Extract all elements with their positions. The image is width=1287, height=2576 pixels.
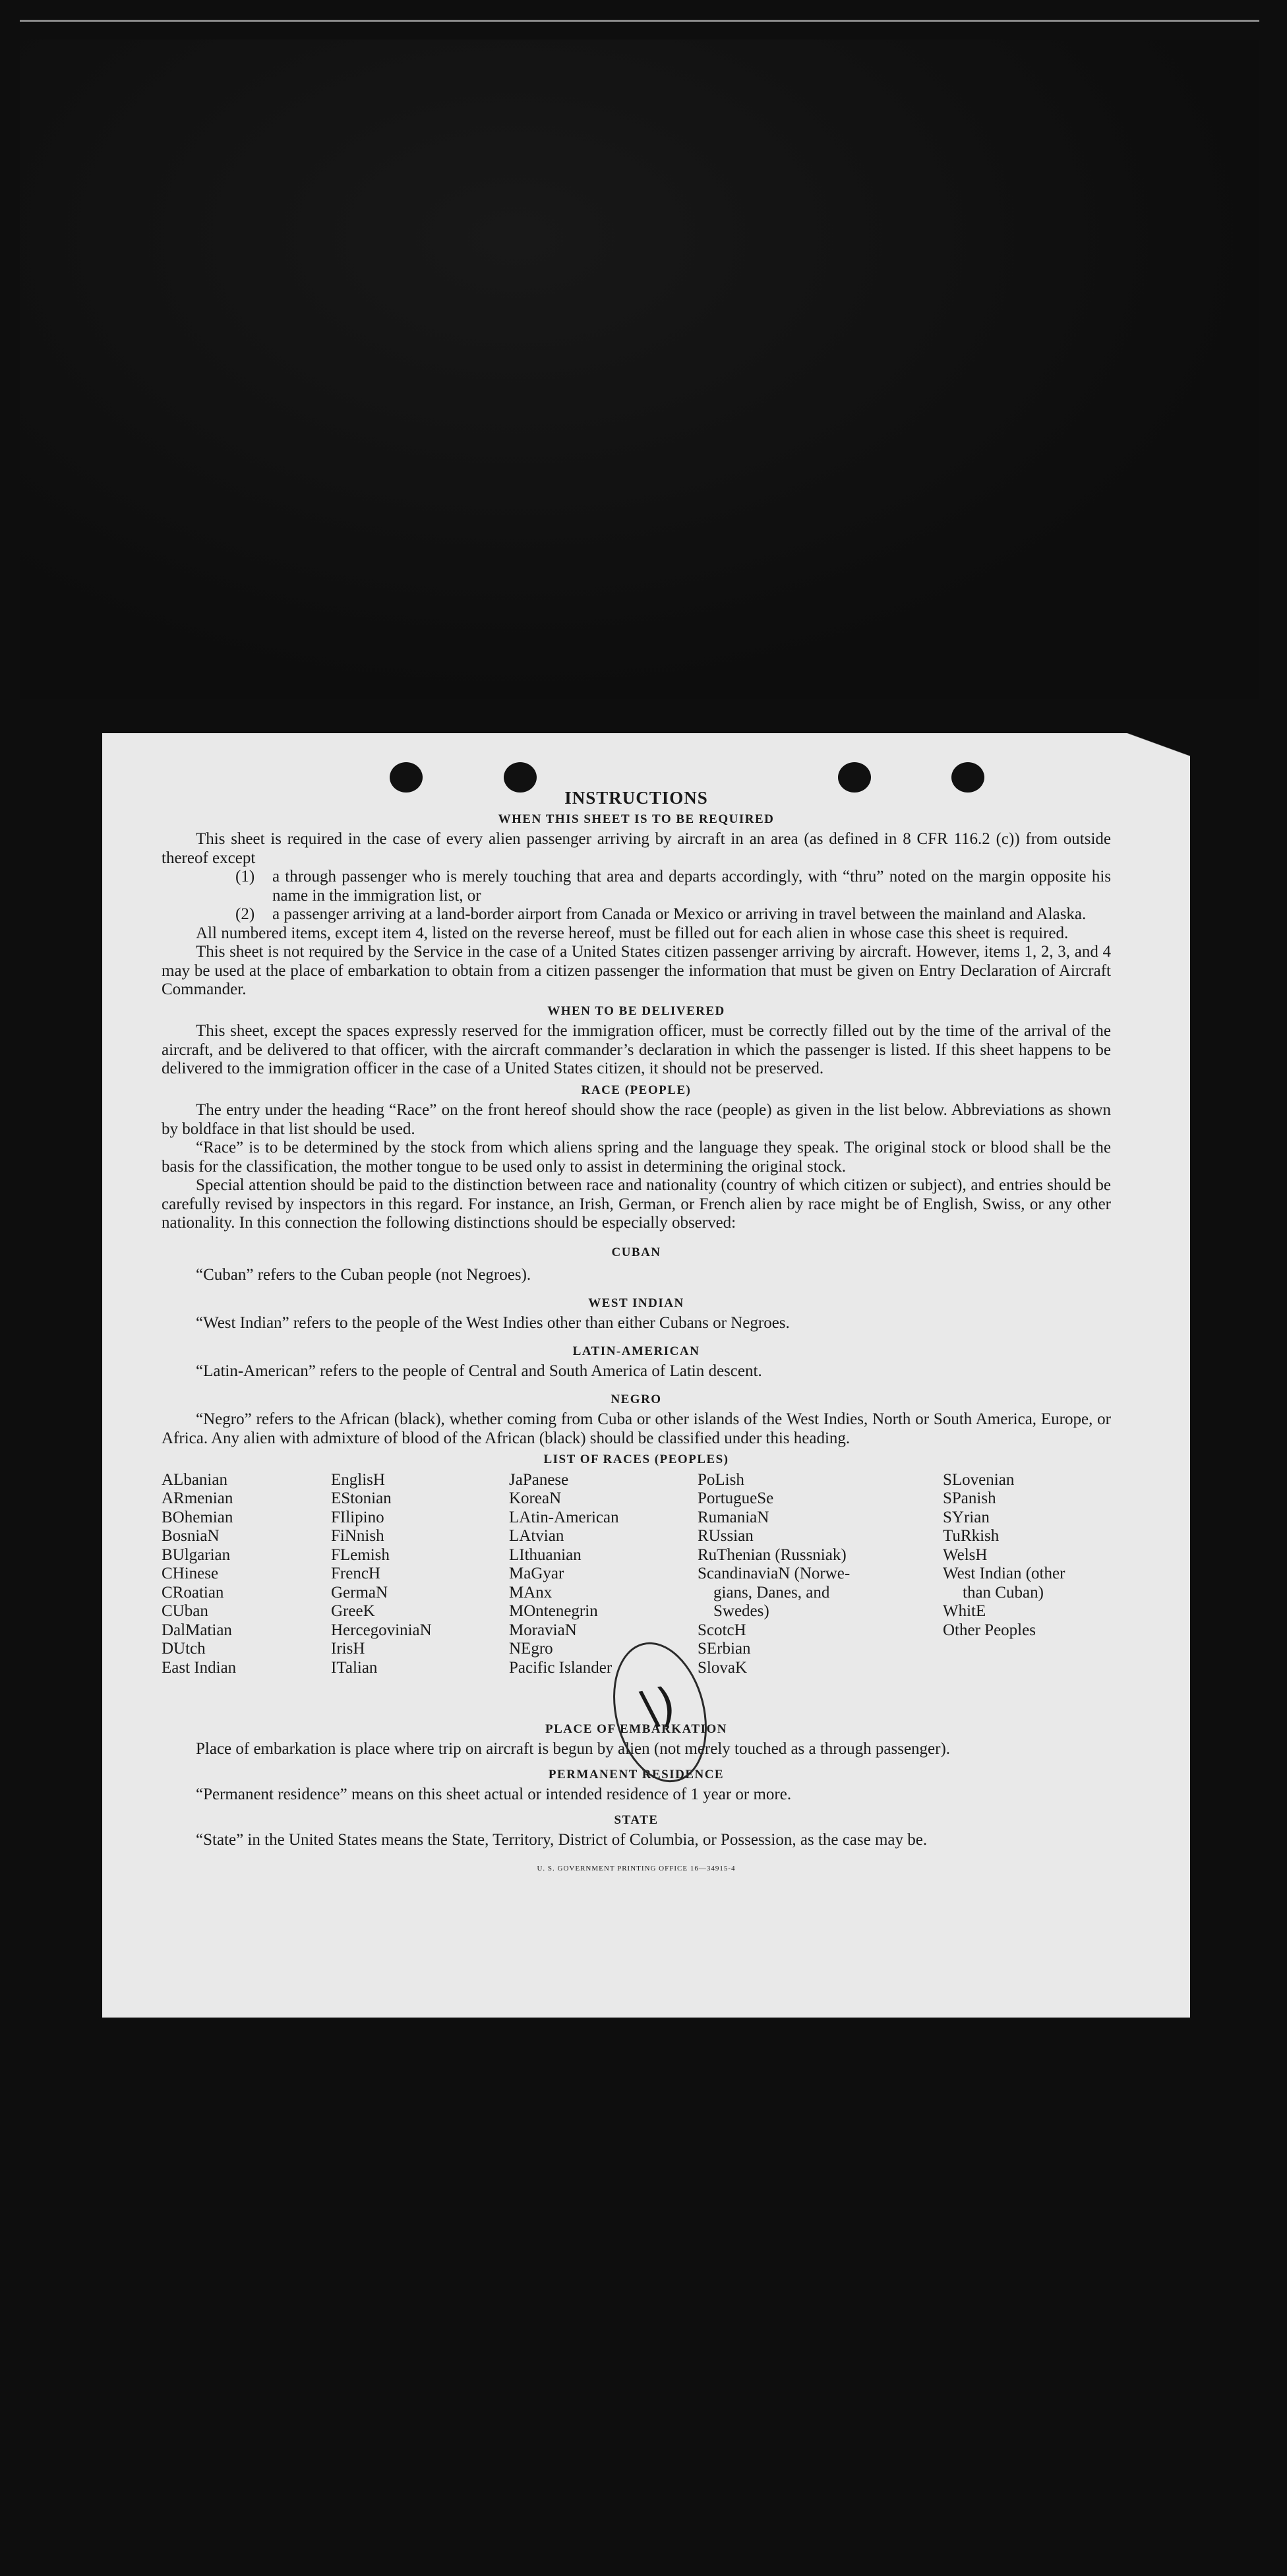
- exception-item-1: [162, 868, 1111, 905]
- scan-top-rule: [20, 20, 1259, 22]
- heading-list-of-races: LIST OF RACES (PEOPLES): [543, 1453, 729, 1466]
- race-entry: RUssian: [698, 1527, 754, 1545]
- heading-when-required: WHEN THIS SHEET IS TO BE REQUIRED: [498, 812, 775, 826]
- scan-background: [20, 40, 1259, 699]
- heading-west-indian: WEST INDIAN: [588, 1296, 684, 1310]
- race-entry: BUlgarian: [162, 1545, 231, 1564]
- race-entry: ALbanian: [162, 1470, 227, 1489]
- race-entry: FiNnish: [331, 1527, 384, 1545]
- races-column-2: [331, 1471, 432, 1678]
- race-entry: JaPanese: [509, 1470, 569, 1489]
- race-entry: Pacific Islander: [509, 1658, 613, 1677]
- item-number: (1): [235, 868, 255, 885]
- negro-para: “Negro” refers to the African (black), whether coming from Cuba or other islands of the West Indies, North or South America, Europe, or Africa. Any alien with admixture of blood of the African (black) should be classified under this heading.: [162, 1410, 1111, 1447]
- race-para3: Special attention should be paid to the distinction between race and nationality (country of which citizen or subject), and entries should be carefully revised by inspectors in this regard. For instance, an Irish, German, or French alien by race might be of English, Swiss, or any other nationality. In this connection the following distinctions should be especially observed:: [162, 1176, 1111, 1232]
- race-entry: West Indian (other: [943, 1565, 1065, 1582]
- race-para2: “Race” is to be determined by the stock from which aliens spring and the language they speak. The original stock or blood shall be the basis for the classification, the mother tongue to be used only to assist in determining the original stock.: [162, 1139, 1111, 1176]
- race-entry: CHinese: [162, 1565, 219, 1582]
- race-entry: EStonian: [331, 1489, 392, 1507]
- race-entry: ARmenian: [162, 1489, 233, 1507]
- race-entry: ScandinaviaN (Norwe-: [698, 1565, 851, 1582]
- race-entry: SlovaK: [698, 1658, 747, 1677]
- race-entry: Swedes): [713, 1602, 769, 1620]
- race-entry: FIlipino: [331, 1508, 384, 1526]
- page-title: INSTRUCTIONS: [564, 788, 708, 808]
- race-entry: DalMatian: [162, 1621, 232, 1639]
- heading-cuban: CUBAN: [611, 1245, 661, 1259]
- race-entry: MoraviaN: [509, 1621, 577, 1639]
- race-entry: CRoatian: [162, 1583, 224, 1602]
- handwritten-mark: \): [637, 1677, 680, 1736]
- race-entry: RuThenian (Russniak): [698, 1545, 847, 1564]
- race-entry: EnglisH: [331, 1470, 385, 1489]
- race-entry: Other Peoples: [943, 1621, 1036, 1639]
- race-entry: HercegoviniaN: [331, 1621, 432, 1639]
- race-entry: MaGyar: [509, 1565, 564, 1582]
- race-entry: East Indian: [162, 1658, 237, 1677]
- heading-permanent-residence: PERMANENT RESIDENCE: [548, 1767, 725, 1782]
- races-column-1: [162, 1471, 236, 1678]
- race-entry: BOhemian: [162, 1508, 233, 1526]
- race-entry: SPanish: [943, 1489, 996, 1507]
- race-entry: CUban: [162, 1602, 208, 1620]
- heading-when-delivered: WHEN TO BE DELIVERED: [547, 1003, 725, 1018]
- race-entry: ITalian: [331, 1658, 378, 1677]
- item-text: a through passenger who is merely touching that area and departs accordingly, with “thru” noted on the margin opposite his name in the immigration list, or: [272, 868, 1111, 905]
- race-entry: LAtvian: [509, 1527, 564, 1545]
- instruction-sheet: [102, 733, 1190, 2018]
- race-entry: than Cuban): [963, 1583, 1044, 1602]
- races-column-4: [698, 1471, 850, 1678]
- race-entry: SErbian: [698, 1640, 751, 1658]
- race-entry: SYrian: [943, 1508, 990, 1526]
- when-required-para3: This sheet is not required by the Service in the case of a United States citizen passenger arriving by aircraft. However, items 1, 2, 3, and 4 may be used at the place of embarkation to obtain from a citizen passenger the information that must be given on Entry Declaration of Aircraft Commander.: [162, 943, 1111, 998]
- race-entry: KoreaN: [509, 1489, 562, 1507]
- race-entry: LAtin-American: [509, 1508, 619, 1526]
- when-required-intro: This sheet is required in the case of every alien passenger arriving by aircraft in an area (as defined in 8 CFR 116.2 (c)) from outside thereof except: [162, 830, 1111, 867]
- heading-negro: NEGRO: [611, 1392, 662, 1406]
- race-entry: GreeK: [331, 1602, 375, 1620]
- heading-latin-american: LATIN-AMERICAN: [572, 1344, 700, 1358]
- race-entry: WhitE: [943, 1602, 986, 1620]
- latin-american-para: “Latin-American” refers to the people of Central and South America of Latin descent.: [196, 1362, 762, 1380]
- race-entry: PoLish: [698, 1470, 744, 1489]
- races-column-3: [509, 1471, 619, 1678]
- race-entry: WelsH: [943, 1545, 988, 1564]
- cuban-para: “Cuban” refers to the Cuban people (not Negroes).: [196, 1266, 531, 1284]
- race-entry: NEgro: [509, 1640, 553, 1658]
- item-text: a passenger arriving at a land-border airport from Canada or Mexico or arriving in travel between the mainland and Alaska.: [272, 905, 1087, 923]
- when-delivered-para: This sheet, except the spaces expressly reserved for the immigration officer, must be correctly filled out by the time of the arrival of the aircraft, and be delivered to that officer, with the aircraft commander’s declaration in which the passenger is listed. If this sheet happens to be delivered to the immigration officer in the case of a United States citizen, it should not be preserved.: [162, 1022, 1111, 1077]
- when-required-para2: All numbered items, except item 4, listed on the reverse hereof, must be filled out for each alien in whose case this sheet is required.: [196, 924, 1069, 942]
- race-entry: PortugueSe: [698, 1489, 774, 1507]
- heading-race: RACE (PEOPLE): [581, 1083, 692, 1097]
- race-entry: FLemish: [331, 1545, 390, 1564]
- race-entry: MAnx: [509, 1583, 553, 1602]
- exception-item-2: [162, 905, 1111, 924]
- race-entry: gians, Danes, and: [713, 1583, 830, 1602]
- heading-embarkation: PLACE OF EMBARKATION: [545, 1722, 727, 1736]
- item-number: (2): [235, 905, 255, 923]
- race-entry: GermaN: [331, 1583, 388, 1602]
- races-column-5: [943, 1471, 1065, 1640]
- residence-para: “Permanent residence” means on this sheet actual or intended residence of 1 year or more.: [196, 1785, 792, 1803]
- race-entry: SLovenian: [943, 1470, 1015, 1489]
- heading-state: STATE: [614, 1812, 659, 1827]
- printing-office-footer: U. S. GOVERNMENT PRINTING OFFICE 16—34915-4: [537, 1864, 736, 1872]
- torn-corner: [1111, 733, 1190, 779]
- race-para1: The entry under the heading “Race” on the front hereof should show the race (people) as given in the list below. Abbreviations as shown by boldface in that list should be used.: [162, 1101, 1111, 1138]
- race-entry: ScotcH: [698, 1621, 746, 1639]
- state-para: “State” in the United States means the State, Territory, District of Columbia, or Possession, as the case may be.: [196, 1831, 928, 1849]
- west-indian-para: “West Indian” refers to the people of the West Indies other than either Cubans or Negroes.: [196, 1314, 790, 1332]
- race-entry: TuRkish: [943, 1527, 1000, 1545]
- race-entry: BosniaN: [162, 1527, 220, 1545]
- race-entry: IrisH: [331, 1640, 365, 1658]
- race-entry: RumaniaN: [698, 1508, 769, 1526]
- race-entry: LIthuanian: [509, 1545, 582, 1564]
- race-entry: MOntenegrin: [509, 1602, 598, 1620]
- race-entry: DUtch: [162, 1640, 206, 1658]
- embarkation-para: Place of embarkation is place where trip on aircraft is begun by alien (not merely touched as a through passenger).: [196, 1740, 951, 1758]
- race-entry: FrencH: [331, 1565, 380, 1582]
